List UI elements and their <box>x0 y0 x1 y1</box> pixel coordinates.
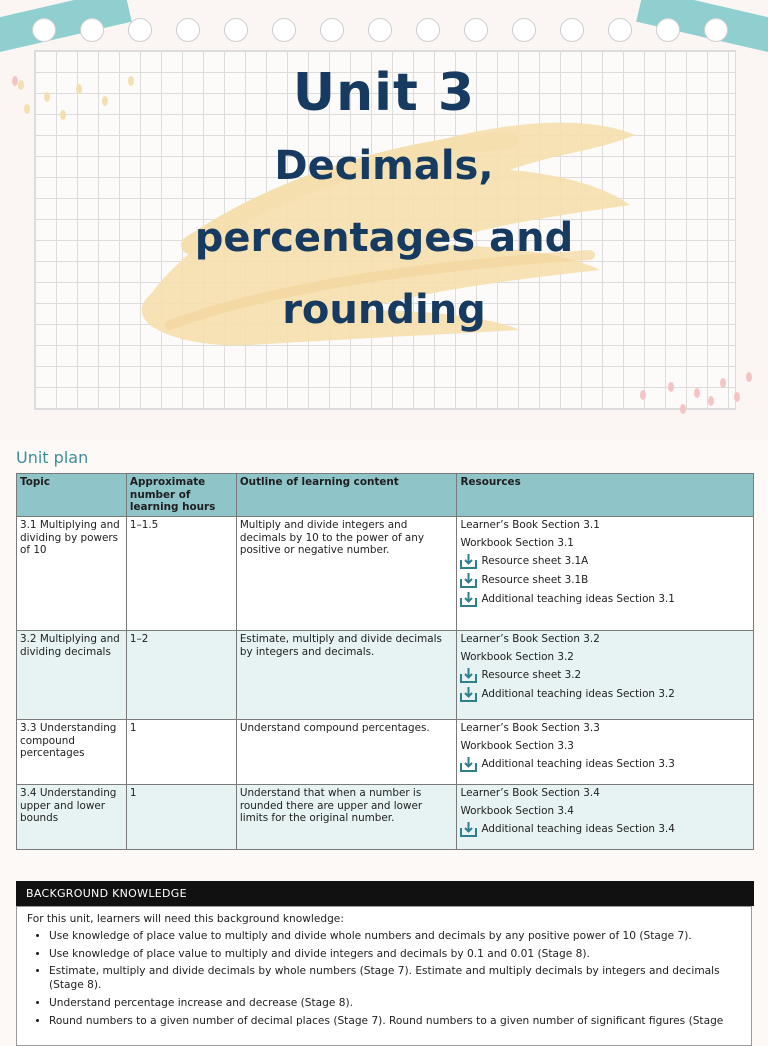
background-list <box>27 930 741 1029</box>
background-knowledge-box <box>16 906 752 1046</box>
hours-cell: 1–1.5 <box>126 517 236 631</box>
list-item: • Understand percentage increase and decrease (Stage 8). <box>49 997 741 1011</box>
hours-cell: 1 <box>126 720 236 785</box>
download-label: Resource sheet 3.1A <box>481 555 589 568</box>
topic-cell: 3.2 Multiplying and dividing decimals <box>17 631 127 720</box>
unit-subtitle-line-3: rounding <box>282 287 486 333</box>
list-item: • Round numbers to a given number of decimal places (Stage 7). Round numbers to a given number of significant figures (Stage <box>49 1015 741 1029</box>
download-resource[interactable] <box>460 822 750 837</box>
binder-holes <box>30 18 750 44</box>
download-label: Additional teaching ideas Section 3.2 <box>481 688 675 701</box>
unit-subtitle-line-2: percentages and <box>194 215 574 261</box>
table-row <box>17 720 754 785</box>
cover-area <box>0 0 768 440</box>
download-icon <box>460 573 477 588</box>
download-resource[interactable] <box>460 573 750 588</box>
table-row <box>17 517 754 631</box>
table-row <box>17 785 754 850</box>
resources-cell <box>457 631 754 720</box>
topic-cell: 3.1 Multiplying and dividing by powers of 10 <box>17 517 127 631</box>
download-icon <box>460 554 477 569</box>
download-label: Additional teaching ideas Section 3.3 <box>481 758 675 771</box>
outline-cell: Understand compound percentages. <box>236 720 457 785</box>
resource-link[interactable]: Learner’s Book Section 3.4 <box>460 787 600 799</box>
list-item: • Estimate, multiply and divide decimals by whole numbers (Stage 7). Estimate and multiply decimals by integers and decimals (Stage 8). <box>49 965 741 993</box>
background-knowledge-heading: BACKGROUND KNOWLEDGE <box>16 881 754 906</box>
column-header-outline: Outline of learning content <box>236 474 457 517</box>
resource-link[interactable]: Learner’s Book Section 3.1 <box>460 519 600 531</box>
unit-plan-heading: Unit plan <box>16 448 89 467</box>
resource-link[interactable]: Workbook Section 3.4 <box>460 804 574 817</box>
resource-link[interactable]: Workbook Section 3.1 <box>460 536 574 549</box>
resource-link[interactable]: Learner’s Book Section 3.2 <box>460 633 600 645</box>
topic-cell: 3.4 Understanding upper and lower bounds <box>17 785 127 850</box>
download-label: Resource sheet 3.1B <box>481 574 589 587</box>
download-icon <box>460 687 477 702</box>
column-header-hours: Approximate number of learning hours <box>126 474 236 517</box>
unit-plan-table <box>16 473 754 850</box>
table-header-row <box>17 474 754 517</box>
download-label: Resource sheet 3.2 <box>481 669 582 682</box>
resource-link[interactable]: Workbook Section 3.3 <box>460 739 574 752</box>
download-resource[interactable] <box>460 554 750 569</box>
download-icon <box>460 822 477 837</box>
outline-cell: Multiply and divide integers and decimals by 10 to the power of any positive or negative number. <box>236 517 457 631</box>
list-item: • Use knowledge of place value to multiply and divide integers and decimals by 0.1 and 0.01 (Stage 8). <box>49 948 741 962</box>
download-icon <box>460 592 477 607</box>
list-item: • Use knowledge of place value to multiply and divide whole numbers and decimals by any positive power of 10 (Stage 7). <box>49 930 741 944</box>
download-label: Additional teaching ideas Section 3.1 <box>481 593 675 606</box>
download-resource[interactable] <box>460 592 750 607</box>
column-header-resources: Resources <box>457 474 754 517</box>
resources-cell <box>457 517 754 631</box>
resource-link[interactable]: Workbook Section 3.2 <box>460 650 574 663</box>
resources-cell <box>457 720 754 785</box>
background-intro: For this unit, learners will need this background knowledge: <box>27 913 344 925</box>
table-row <box>17 631 754 720</box>
download-icon <box>460 757 477 772</box>
download-icon <box>460 668 477 683</box>
outline-cell: Estimate, multiply and divide decimals by integers and decimals. <box>236 631 457 720</box>
outline-cell: Understand that when a number is rounded there are upper and lower limits for the original number. <box>236 785 457 850</box>
topic-cell: 3.3 Understanding compound percentages <box>17 720 127 785</box>
unit-subtitle-line-1: Decimals, <box>274 143 494 189</box>
unit-title-block <box>0 58 768 344</box>
download-resource[interactable] <box>460 687 750 702</box>
hours-cell: 1 <box>126 785 236 850</box>
download-resource[interactable] <box>460 757 750 772</box>
resource-link[interactable]: Learner’s Book Section 3.3 <box>460 722 600 734</box>
column-header-topic: Topic <box>17 474 127 517</box>
unit-title: Unit 3 <box>292 63 476 123</box>
download-resource[interactable] <box>460 668 750 683</box>
download-label: Additional teaching ideas Section 3.4 <box>481 823 675 836</box>
hours-cell: 1–2 <box>126 631 236 720</box>
resources-cell <box>457 785 754 850</box>
